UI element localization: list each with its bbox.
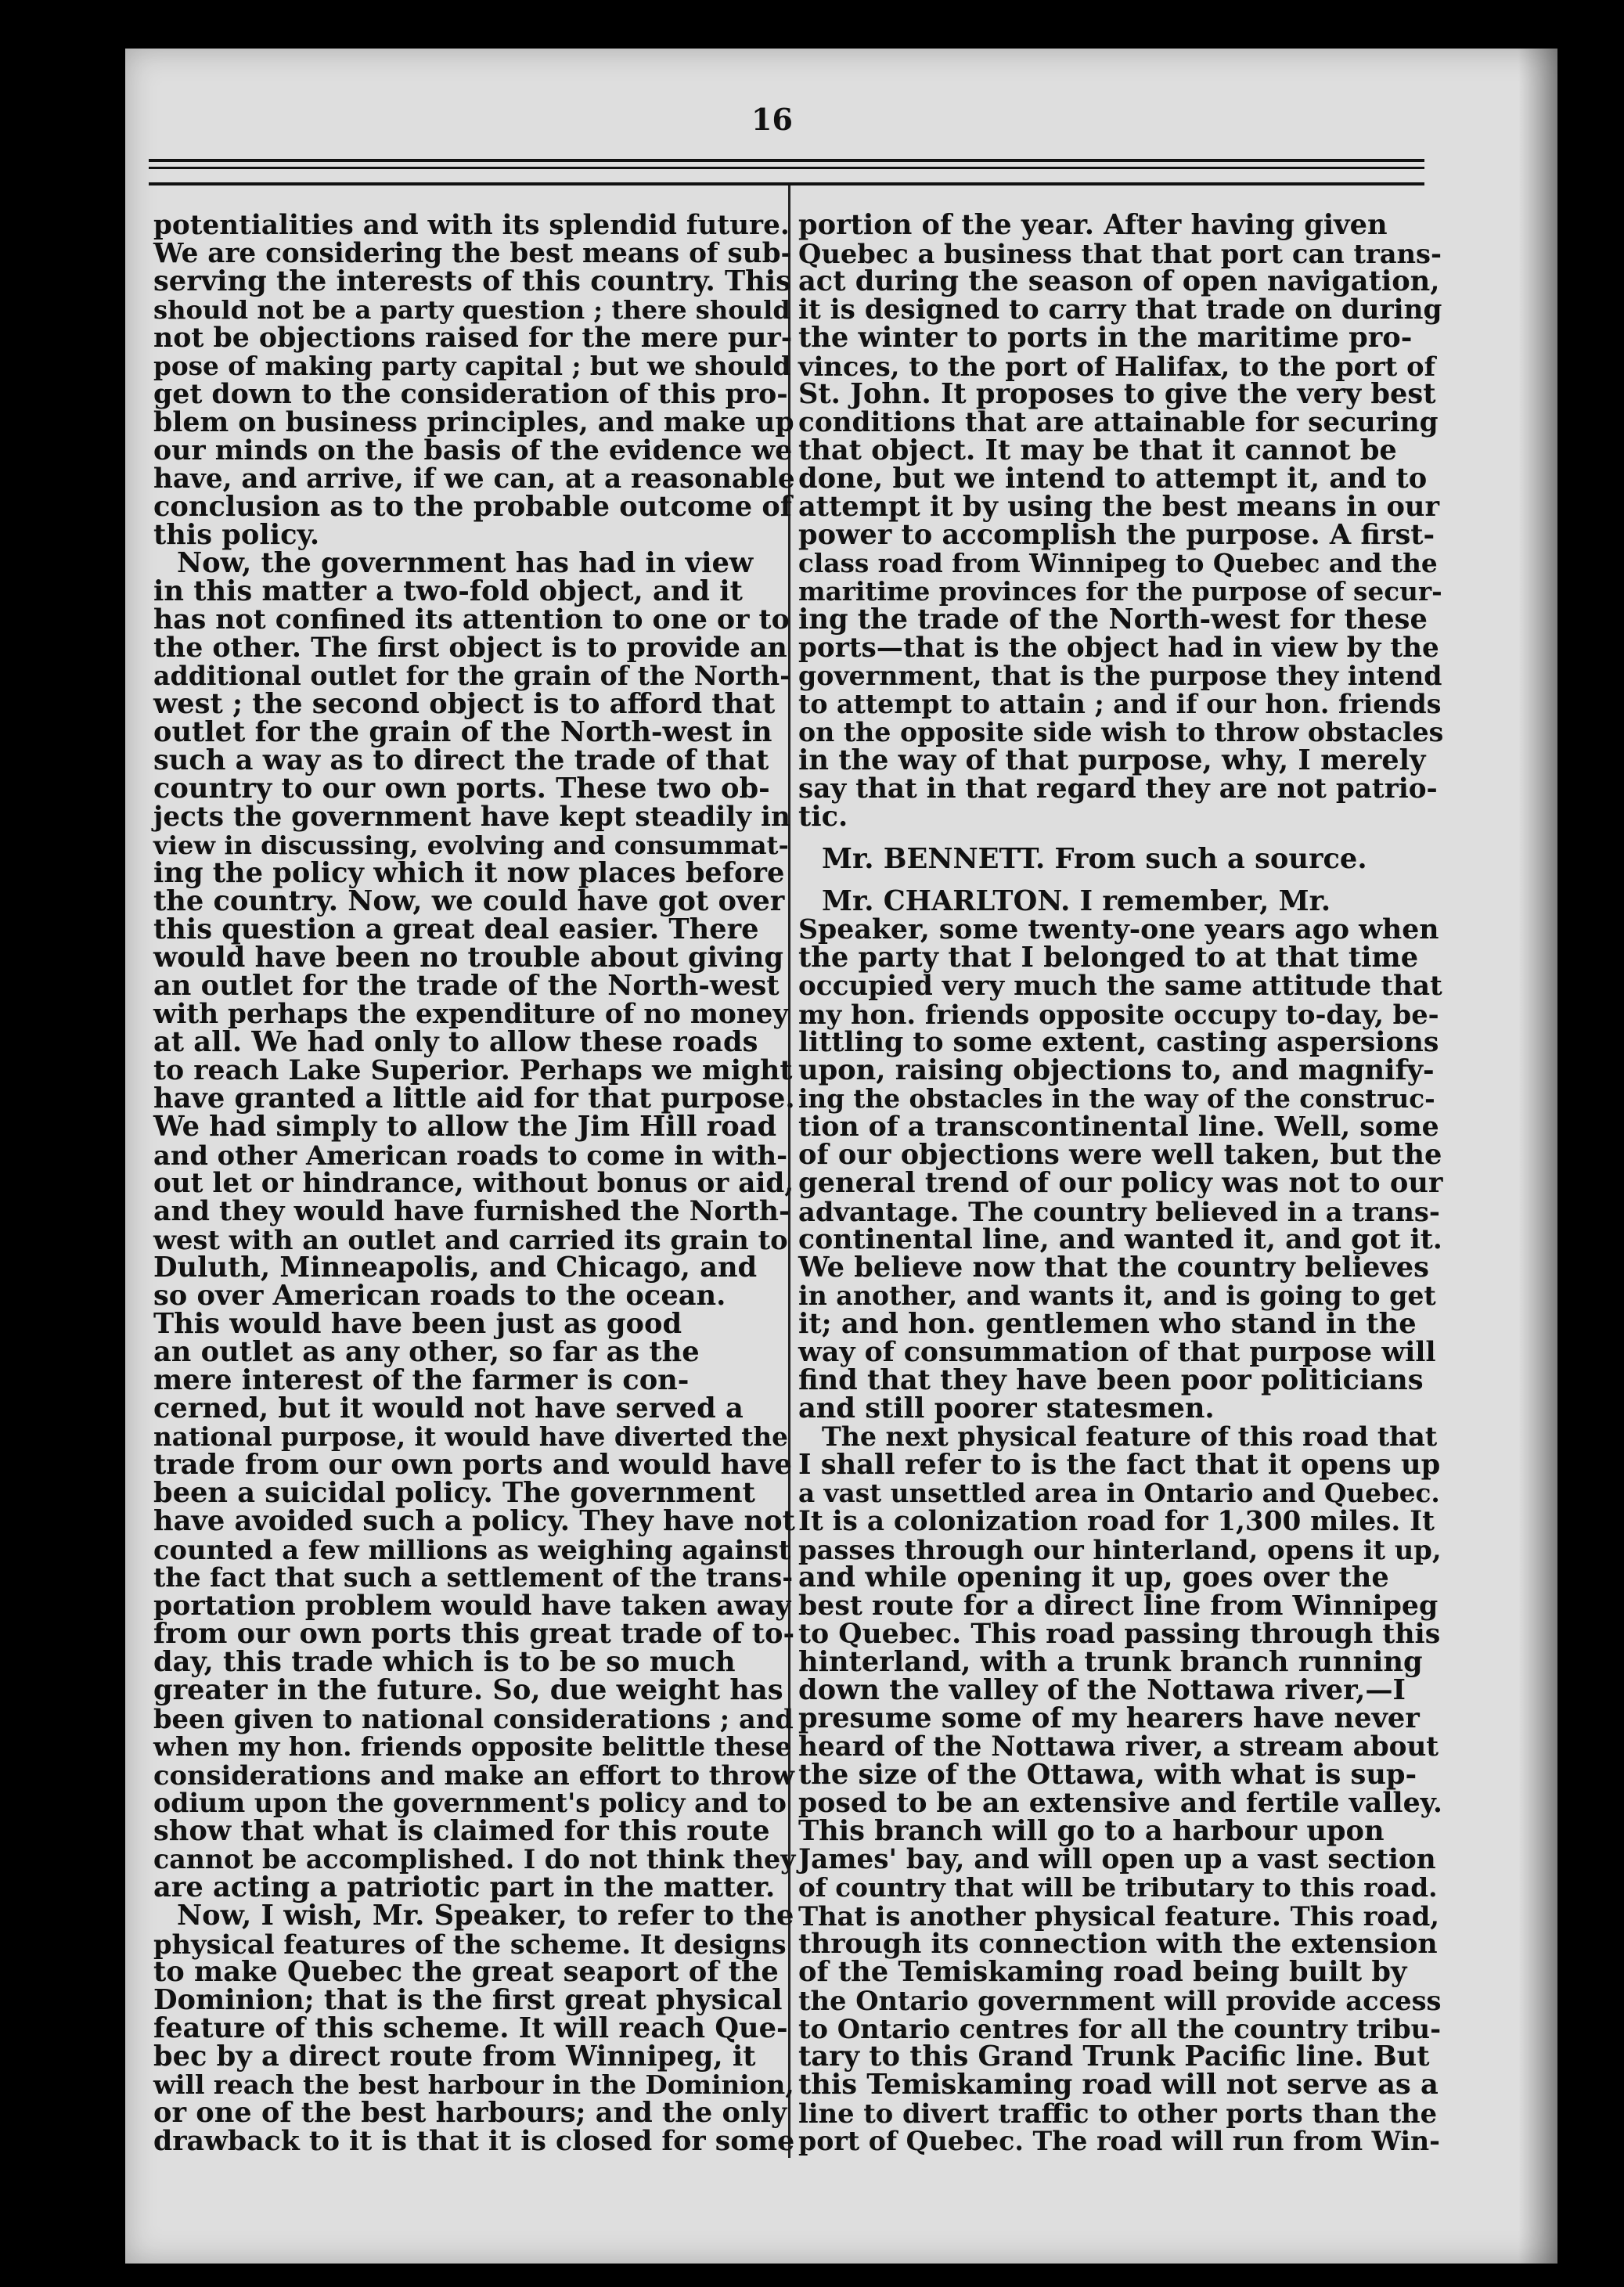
text-line: have, and arrive, if we can, at a reasonable [153,463,795,495]
header-rule-top [149,159,1424,162]
text-line: Duluth, Minneapolis, and Chicago, and [153,1252,758,1284]
text-line: Mr. BENNETT. From such a source. [822,843,1367,875]
text-line: day, this trade which is to be so much [153,1646,736,1678]
text-line: best route for a direct line from Winnipeg [798,1590,1439,1622]
text-line: would have been no trouble about giving [153,942,783,974]
text-line: the country. Now, we could have got over [153,885,785,917]
text-line: littling to some extent, casting aspersions [798,1026,1439,1058]
text-line: at all. We had only to allow these roads [153,1026,758,1058]
text-line: conclusion as to the probable outcome of [153,491,792,523]
text-line: such a way as to direct the trade of that [153,744,769,776]
text-line: Now, the government has had in view [177,547,754,579]
text-line: This branch will go to a harbour upon [798,1815,1385,1847]
text-line: will reach the best harbour in the Dominion, [153,2069,794,2100]
text-line: This would have been just as good [153,1308,682,1340]
text-line: get down to the consideration of this pro- [153,378,788,410]
text-line: physical features of the scheme. It designs [153,1929,787,1960]
text-line: out let or hindrance, without bonus or aid, [153,1168,794,1199]
text-line: the party that I belonged to at that time [798,942,1419,974]
text-line: and other American roads to come in with- [153,1140,788,1171]
text-line: west ; the second object is to afford that [153,688,776,720]
text-line: the other. The first object is to provide an [153,632,787,664]
text-line: my hon. friends opposite occupy to-day, be- [798,999,1439,1030]
text-line: have granted a little aid for that purpose. [153,1082,795,1115]
text-line: It is a colonization road for 1,300 miles. It [798,1506,1435,1537]
text-line: with perhaps the expenditure of no money [153,999,789,1030]
text-line: of the Temiskaming road being built by [798,1956,1407,1988]
text-line: Now, I wish, Mr. Speaker, to refer to the [177,1900,794,1932]
text-line: in this matter a two-fold object, and it [153,575,743,607]
text-line: not be objections raised for the mere pur- [153,322,793,354]
text-line: when my hon. friends opposite belittle these [153,1731,792,1762]
text-line: the winter to ports in the maritime pro- [798,322,1413,354]
text-line: vinces, to the port of Halifax, to the port of [798,351,1436,382]
text-line: That is another physical feature. This road, [798,1900,1439,1932]
text-line: odium upon the government's policy and to [153,1788,787,1818]
text-line: has not confined its attention to one or to [153,603,790,636]
text-line: passes through our hinterland, opens it up, [798,1534,1442,1565]
text-line: on the opposite side wish to throw obstacles [798,717,1444,747]
text-line: We are considering the best means of sub- [153,238,792,269]
text-line: an outlet for the trade of the North-west [153,970,780,1002]
text-line: this question a great deal easier. There [153,913,759,945]
text-line: in the way of that purpose, why, I merely [798,744,1426,776]
text-line: advantage. The country believed in a trans- [798,1196,1440,1227]
text-line: We believe now that the country believes [798,1252,1429,1284]
text-line: outlet for the grain of the North-west in [153,716,772,748]
text-line: of country that will be tributary to this road. [798,1872,1438,1903]
header-rule-middle [149,167,1424,169]
text-line: conditions that are attainable for securing [798,407,1439,438]
text-line: the size of the Ottawa, with what is sup- [798,1759,1417,1791]
text-line: blem on business principles, and make up [153,406,794,438]
text-line: Mr. CHARLTON. I remember, Mr. [822,885,1331,917]
text-line: tion of a transcontinental line. Well, some [798,1111,1439,1143]
text-line: portation problem would have taken away [153,1590,791,1622]
text-line: jects the government have kept steadily in [153,801,790,833]
text-line: cannot be accomplished. I do not think they [153,1844,796,1875]
right-column [798,211,1443,2156]
text-line: national purpose, it would have diverted the [153,1421,788,1452]
text-line: west with an outlet and carried its grain to [153,1224,788,1255]
text-line: mere interest of the farmer is con- [153,1364,690,1396]
text-line: ing the policy which it now places before [153,857,785,889]
text-line: St. John. It proposes to give the very best [798,378,1436,410]
text-line: in another, and wants it, and is going to get [798,1280,1436,1311]
text-line: show that what is claimed for this route [153,1815,770,1847]
text-line: down the valley of the Nottawa river,—I [798,1674,1406,1706]
header-rule-bottom [149,182,1424,185]
text-line: from our own ports this great trade of to- [153,1618,795,1650]
text-line: view in discussing, evolving and consummat- [153,830,789,860]
text-line: should not be a party question ; there should [153,295,790,325]
text-line: James' bay, and will open up a vast section [798,1844,1436,1875]
text-line: ing the trade of the North-west for these [798,603,1428,636]
text-line: through its connection with the extension [798,1928,1438,1960]
text-line: greater in the future. So, due weight has [153,1674,783,1706]
text-line: port of Quebec. The road will run from Win- [798,2126,1440,2156]
text-line: and they would have furnished the North- [153,1195,790,1227]
text-line: to Quebec. This road passing through this [798,1618,1441,1650]
text-line: country to our own ports. These two ob- [153,773,770,805]
text-line: line to divert traffic to other ports than the [798,2098,1438,2129]
text-line: additional outlet for the grain of the North- [153,661,790,691]
text-line: or one of the best harbours; and the only [153,2097,787,2129]
text-line: to reach Lake Superior. Perhaps we might [153,1054,793,1086]
text-line: We had simply to allow the Jim Hill road [153,1111,777,1143]
text-line: way of consummation of that purpose will [798,1336,1436,1368]
text-line: the fact that such a settlement of the trans- [153,1562,794,1593]
text-line: this policy. [153,519,320,551]
text-line: power to accomplish the purpose. A first- [798,519,1435,551]
text-line: upon, raising objections to, and magnify- [798,1054,1435,1086]
text-line: posed to be an extensive and fertile valley. [798,1787,1442,1819]
text-line: feature of this scheme. It will reach Que- [153,2012,788,2044]
text-line: heard of the Nottawa river, a stream about [798,1731,1439,1763]
text-line: find that they have been poor politicians [798,1364,1424,1396]
text-line: to make Quebec the great seaport of the [153,1956,779,1988]
text-line: of our objections were well taken, but the [798,1139,1442,1171]
left-column [153,211,795,2156]
text-line: considerations and make an effort to throw [153,1759,795,1791]
text-line: been given to national considerations ; and [153,1703,794,1734]
text-line: been a suicidal policy. The government [153,1477,755,1509]
text-line: Quebec a business that that port can trans- [798,238,1442,269]
text-line: to Ontario centres for all the country tribu- [798,2013,1442,2044]
text-line: class road from Winnipeg to Quebec and the [798,548,1438,578]
text-line: done, but we intend to attempt it, and to [798,463,1428,495]
text-line: the Ontario government will provide access [798,1985,1442,2016]
text-line: maritime provinces for the purpose of secur- [798,576,1442,607]
text-line: are acting a patriotic part in the matter. [153,1871,776,1903]
text-line: bec by a direct route from Winnipeg, it [153,2040,756,2073]
text-line: trade from our own ports and would have [153,1449,792,1481]
text-line: cerned, but it would not have served a [153,1392,744,1424]
text-line: ports—that is the object had in view by the [798,632,1439,664]
text-line: act during the season of open navigation, [798,265,1440,297]
text-line: drawback to it is that it is closed for some [153,2125,795,2157]
text-line: an outlet as any other, so far as the [153,1336,700,1368]
text-line: this Temiskaming road will not serve as a [798,2069,1439,2101]
text-line: The next physical feature of this road that [822,1421,1438,1452]
text-line: a vast unsettled area in Ontario and Quebec. [798,1478,1440,1508]
text-line: continental line, and wanted it, and got it. [798,1223,1442,1255]
text-line: general trend of our policy was not to our [798,1167,1443,1199]
text-line: pose of making party capital ; but we should [153,351,791,381]
text-line: portion of the year. After having given [798,209,1388,241]
text-line: ing the obstacles in the way of the construc- [798,1083,1435,1114]
text-line: tary to this Grand Trunk Pacific line. But [798,2040,1430,2073]
text-line: it is designed to carry that trade on during [798,294,1442,326]
text-line: so over American roads to the ocean. [153,1280,726,1312]
text-line: and while opening it up, goes over the [798,1561,1389,1594]
text-line: Dominion; that is the first great physical [153,1984,783,2016]
text-line: serving the interests of this country. This [153,265,791,297]
text-line: tic. [798,801,848,833]
text-line: that object. It may be that it cannot be [798,434,1397,466]
text-line: have avoided such a policy. They have not [153,1505,795,1537]
text-line: government, that is the purpose they intend [798,661,1442,691]
text-line: potentialities and with its splendid future. [153,210,790,241]
page-number: 16 [751,102,793,137]
text-line: to attempt to attain ; and if our hon. friends [798,689,1442,719]
text-line: our minds on the basis of the evidence we [153,434,793,466]
text-line: say that in that regard they are not patrio- [798,773,1438,805]
text-line: occupied very much the same attitude that [798,971,1442,1002]
text-line: I shall refer to is the fact that it opens up [798,1449,1441,1481]
text-line: and still poorer statesmen. [798,1392,1215,1424]
text-line: presume some of my hearers have never [798,1702,1420,1734]
text-line: counted a few millions as weighing against [153,1534,791,1565]
text-line: hinterland, with a trunk branch running [798,1646,1423,1678]
text-line: Speaker, some twenty-one years ago when [798,913,1439,945]
text-line: attempt it by using the best means in our [798,491,1440,523]
text-line: it; and hon. gentlemen who stand in the [798,1308,1417,1340]
